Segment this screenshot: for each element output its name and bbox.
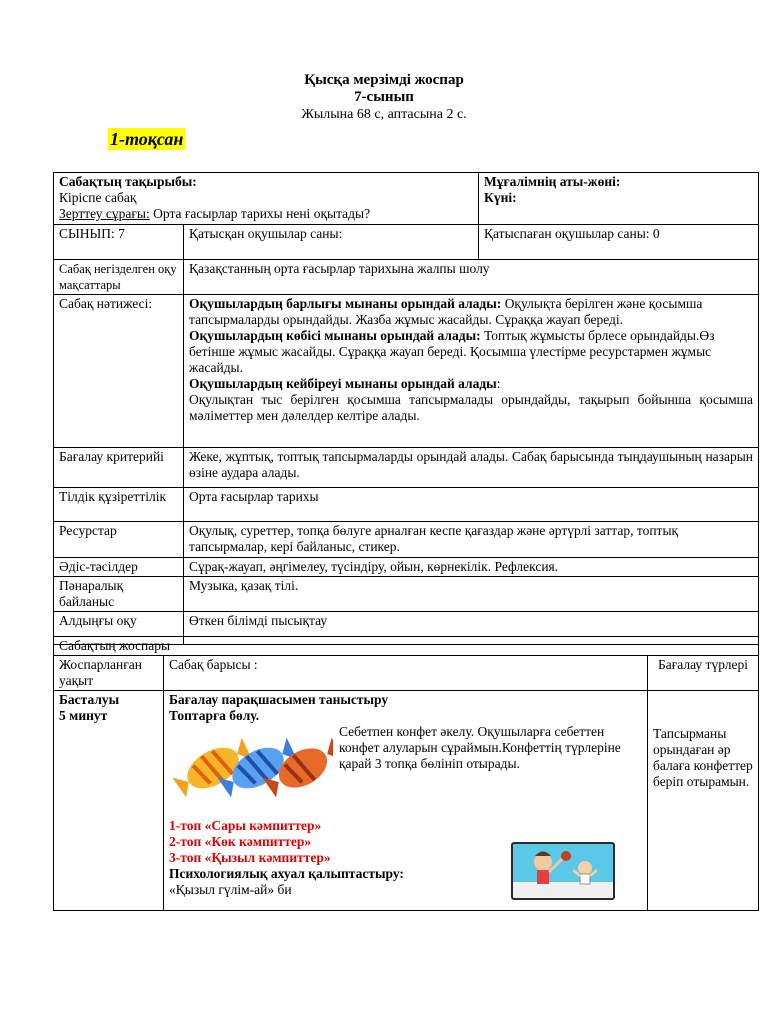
col-assessment-header: Бағалау түрлері <box>648 656 759 691</box>
outcome-all-text: Оқулықта берілген және қосымша тапсырмаларды орындайды. Жазба жұмыс жасайды. Сұраққа жауап береді. <box>189 296 703 327</box>
present-cell: Қатысқан оқушылар саны: <box>184 225 479 260</box>
class-row <box>54 225 759 260</box>
methods-value: Сұрақ-жауап, әңгімелеу, түсіндіру, ойын, көрнекілік. Рефлексия. <box>184 558 759 577</box>
methods-label: Әдіс-тәсілдер <box>54 558 184 577</box>
lesson-info-table <box>53 172 759 645</box>
group-2: 2-топ «Көк кәмпиттер» <box>169 834 312 849</box>
stage-time: 5 минут <box>59 708 108 723</box>
candies-icon <box>173 728 333 808</box>
dance-cartoon-image <box>511 842 615 900</box>
lesson-plan-table <box>53 636 759 911</box>
stage-name: Басталуы <box>59 692 120 707</box>
outcome-all <box>189 296 753 328</box>
group-1: 1-топ «Сары кәмпиттер» <box>169 818 322 833</box>
links-value: Музыка, қазақ тілі. <box>184 577 759 612</box>
outcome-most-text: Топтық жұмысты брлесе орындайды.Өз бетінше жұмыс жасайды. Сұраққа жауап береді. Қосымша үлестірме ресурстармен жұмыс жасайды. <box>189 328 715 375</box>
teacher-cell <box>479 173 759 225</box>
cartoon-kids-icon <box>513 844 613 898</box>
psych-text: «Қызыл гүлім-ай» би <box>169 882 292 897</box>
col-progress-header: Сабақ барысы : <box>164 656 648 691</box>
progress-cell <box>164 691 648 911</box>
grade-label: 7-сынып <box>354 89 414 105</box>
document-header <box>0 72 768 123</box>
methods-row <box>54 558 759 577</box>
research-question <box>59 206 473 222</box>
outcome-label: Сабақ нәтижесі: <box>54 295 184 448</box>
progress-line-2: Топтарға бөлу. <box>169 708 260 723</box>
progress-line-1: Бағалау парақшасымен таныстыру <box>169 692 389 707</box>
links-row <box>54 577 759 612</box>
objectives-value: Қазақстанның орта ғасырлар тарихына жалпы шолу <box>184 260 759 295</box>
topic-cell <box>54 173 479 225</box>
resources-label: Ресурстар <box>54 522 184 558</box>
resources-value: Оқулық, суреттер, топқа бөлуге арналған кеспе қағаздар және әртүрлі заттар, топтық тапсырмалар, кері байланыс, стикер. <box>184 522 759 558</box>
topic-label: Сабақтың тақырыбы: <box>59 174 197 189</box>
assessment-cell <box>648 691 759 911</box>
psych-title: Психологиялық ахуал қалыптастыру: <box>169 866 404 881</box>
stage-cell <box>54 691 164 911</box>
quarter-label: 1-тоқсан <box>110 129 184 149</box>
candy-block <box>169 724 642 808</box>
criteria-value: Жеке, жұптық, топтық тапсырмаларды орындай алады. Сабақ барысында тыңдаушының назарын өзіне аудара алады. <box>184 448 759 488</box>
research-label: Зерттеу сұрағы: <box>59 206 150 221</box>
prior-label: Алдыңғы оқу <box>54 612 184 645</box>
outcome-some <box>189 376 753 392</box>
outcome-most <box>189 328 753 376</box>
col-time-header: Жоспарланған уақыт <box>54 656 164 691</box>
progress-content <box>169 692 642 904</box>
plan-section-title: Сабақтың жоспары <box>54 637 759 656</box>
outcome-most-heading: Оқушылардың көбісі мынаны орындай алады: <box>189 328 481 343</box>
class-cell: СЫНЫП: 7 <box>54 225 184 260</box>
plan-section-row <box>54 637 759 656</box>
objectives-label: Сабақ негізделген оқу мақсаттары <box>54 260 184 295</box>
candy-text: Себетпен конфет әкелу. Оқушыларға себеттен конфет алуларын сұраймын.Конфеттің түрлеріне қарай 3 топқа бөлініп отырады. <box>339 724 621 771</box>
prior-value: Өткен білімді пысықтау <box>184 612 759 645</box>
language-value: Орта ғасырлар тарихы <box>184 488 759 522</box>
topic-row <box>54 173 759 225</box>
hours-label: Жылына 68 с, аптасына 2 с. <box>301 107 467 122</box>
assessment-text: Тапсырманы орындаған әр балаға конфеттер беріп отырамын. <box>653 726 753 789</box>
resources-row <box>54 522 759 558</box>
outcome-all-heading: Оқушылардың барлығы мынаны орындай алады: <box>189 296 502 311</box>
objectives-row <box>54 260 759 295</box>
language-row <box>54 488 759 522</box>
language-label: Тілдік құзіреттілік <box>54 488 184 522</box>
outcome-some-colon: : <box>496 376 501 391</box>
criteria-row <box>54 448 759 488</box>
links-label: Пәнаралық байланыс <box>54 577 184 612</box>
date-label: Күні: <box>484 190 517 205</box>
criteria-label: Бағалау критерийі <box>54 448 184 488</box>
topic-value: Кіріспе сабақ <box>59 190 137 205</box>
stage-row <box>54 691 759 911</box>
absent-cell: Қатыспаған оқушылар саны: 0 <box>479 225 759 260</box>
outcome-some-text: Оқулықтан тыс берілген қосымша тапсырмалады орындайды, тақырып бойынша қосымша мәліметтер мен дәлелдер келтіре алады. <box>189 392 754 423</box>
outcomes-row <box>54 295 759 448</box>
outcome-some-heading: Оқушылардың кейбіреуі мынаны орындай алады <box>189 376 497 391</box>
teacher-label: Мұғалімнің аты-жөні: <box>484 174 621 189</box>
group-3: 3-топ «Қызыл кәмпиттер» <box>169 850 331 865</box>
plan-header-row <box>54 656 759 691</box>
plan-title: Қысқа мерзімді жоспар <box>304 72 464 88</box>
research-value: Орта ғасырлар тарихы нені оқытады? <box>149 206 371 221</box>
outcome-cell <box>184 295 759 448</box>
